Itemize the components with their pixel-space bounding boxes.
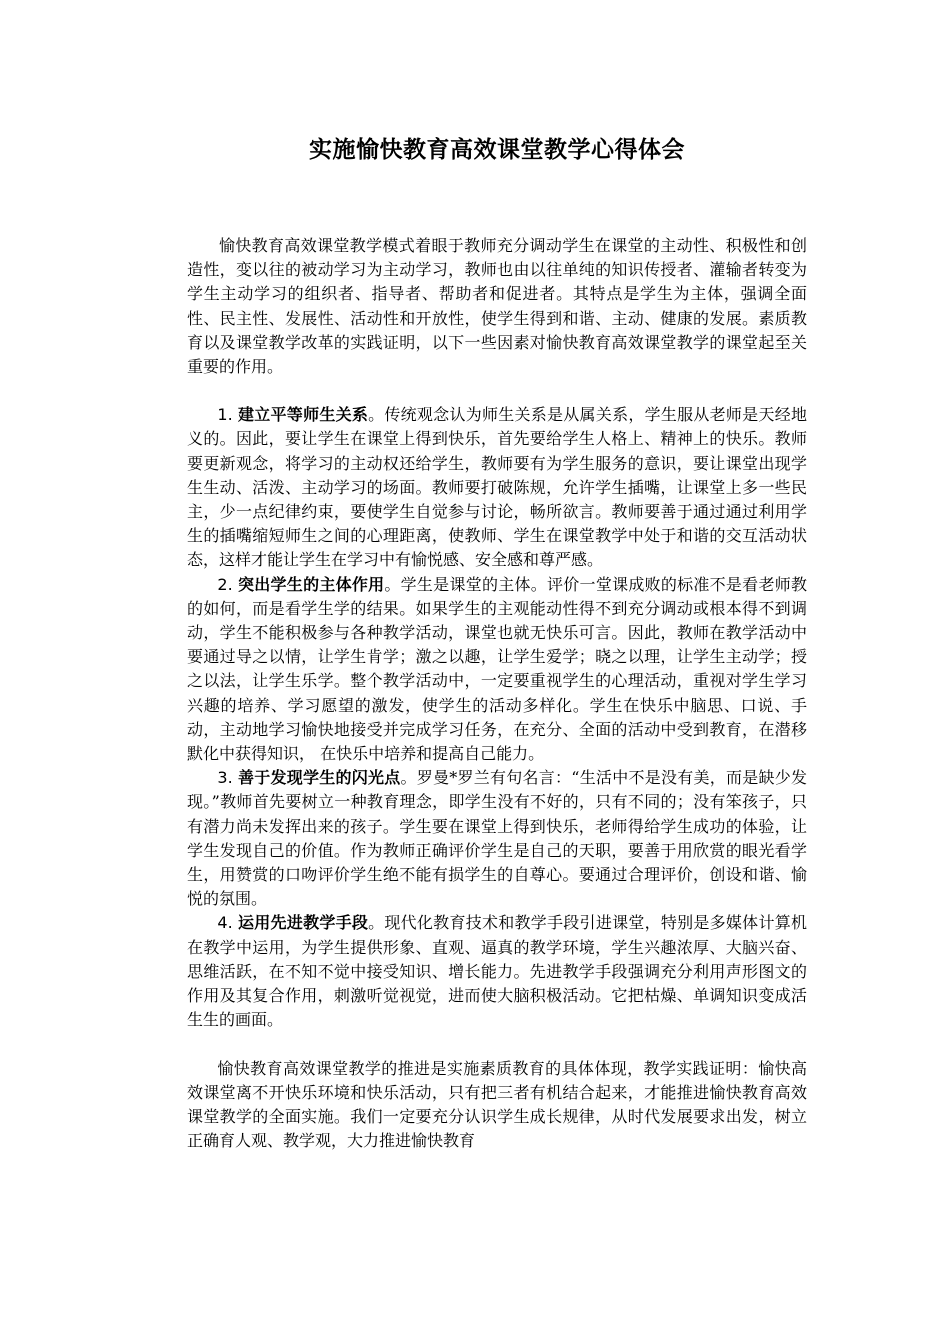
list-item-1 (187, 403, 807, 572)
item-heading: 运用先进教学手段 (238, 913, 369, 933)
item-number: 3. (217, 768, 238, 788)
item-body: 。学生是课堂的主体。评价一堂课成败的标准不是看老师教的如何，而是看学生学的结果。如果学生的主观能动性得不到充分调动或根本得不到调动，学生不能积极参与各种教学活动，课堂也就无快乐可言。因此，教师在教学活动中要通过导之以情，让学生肯学；激之以趣，让学生爱学；晓之以理，让学生主动学；授之以法，让学生乐学。整个教学活动中，一定要重视学生的心理活动，重视对学生学习兴趣的培养、学习愿望的激发，使学生的活动多样化。学生在快乐中脑思、口说、手动，主动地学习愉快地接受并完成学习任务，在充分、全面的活动中受到教育，在潜移默化中获得知识， 在快乐中培养和提高自己能力。 (187, 574, 807, 764)
conclusion-paragraph: 愉快教育高效课堂教学的推进是实施素质教育的具体体现，教学实践证明：愉快高效课堂离不开快乐环境和快乐活动，只有把三者有机结合起来，才能推进愉快教育高效课堂教学的全面实施。我们一定要充分认识学生成长规律，从时代发展要求出发，树立正确育人观、教学观，大力推进愉快教育 (187, 1058, 807, 1151)
item-heading: 善于发现学生的闪光点 (238, 768, 401, 788)
intro-paragraph: 愉快教育高效课堂教学模式着眼于教师充分调动学生在课堂的主动性、积极性和创造性，变以往的被动学习为主动学习，教师也由以往单纯的知识传授者、灌输者转变为学生主动学习的组织者、指导者、帮助者和促进者。其特点是学生为主体，强调全面性、民主性、发展性、活动性和开放性，使学生得到和谐、主动、健康的发展。素质教育以及课堂教学改革的实践证明，以下一些因素对愉快教育高效课堂教学的课堂起至关重要的作用。 (187, 236, 807, 377)
item-number: 1. (217, 405, 239, 425)
list-item-4 (187, 911, 807, 1032)
list-item-3 (187, 766, 807, 911)
document-page (187, 130, 807, 1153)
item-heading: 突出学生的主体作用 (238, 574, 385, 594)
list-item-2 (187, 573, 807, 767)
item-body: 。传统观念认为师生关系是从属关系，学生服从老师是天经地义的。因此，要让学生在课堂上得到快乐，首先要给学生人格上、精神上的快乐。教师要更新观念，将学习的主动权还给学生，教师要有为学生服务的意识，要让课堂出现学生生动、活泼、主动学习的场面。教师要打破陈规，允许学生插嘴，让课堂上多一些民主，少一点纪律约束，要使学生自觉参与讨论，畅所欲言。教师要善于通过通过利用学生的插嘴缩短师生之间的心理距离，使教师、学生在课堂教学中处于和谐的交互活动状态，这样才能让学生在学习中有愉悦感、安全感和尊严感。 (187, 405, 807, 570)
item-body: 。现代化教育技术和教学手段引进课堂，特别是多媒体计算机在教学中运用，为学生提供形象、直观、逼真的教学环境，学生兴趣浓厚、大脑兴奋、思维活跃，在不知不觉中接受知识、增长能力。先进教学手段强调充分利用声形图文的作用及其复合作用，刺激听觉视觉，进而使大脑积极活动。它把枯燥、单调知识变成活生生的画面。 (187, 913, 807, 1030)
item-number: 2. (217, 574, 239, 594)
item-body: 。罗曼*罗兰有句名言：“生活中不是没有美，而是缺少发现。”教师首先要树立一种教育理念，即学生没有不好的，只有不同的；没有笨孩子，只有潜力尚未发挥出来的孩子。学生要在课堂上得到快乐，老师得给学生成功的体验，让学生发现自己的价值。作为教师正确评价学生是自己的天职，要善于用欣赏的眼光看学生，用赞赏的口吻评价学生绝不能有损学生的自尊心。要通过合理评价，创设和谐、愉悦的氛围。 (187, 768, 807, 909)
item-heading: 建立平等师生关系 (238, 405, 369, 425)
item-number: 4. (217, 913, 239, 933)
document-title: 实施愉快教育高效课堂教学心得体会 (309, 137, 685, 163)
